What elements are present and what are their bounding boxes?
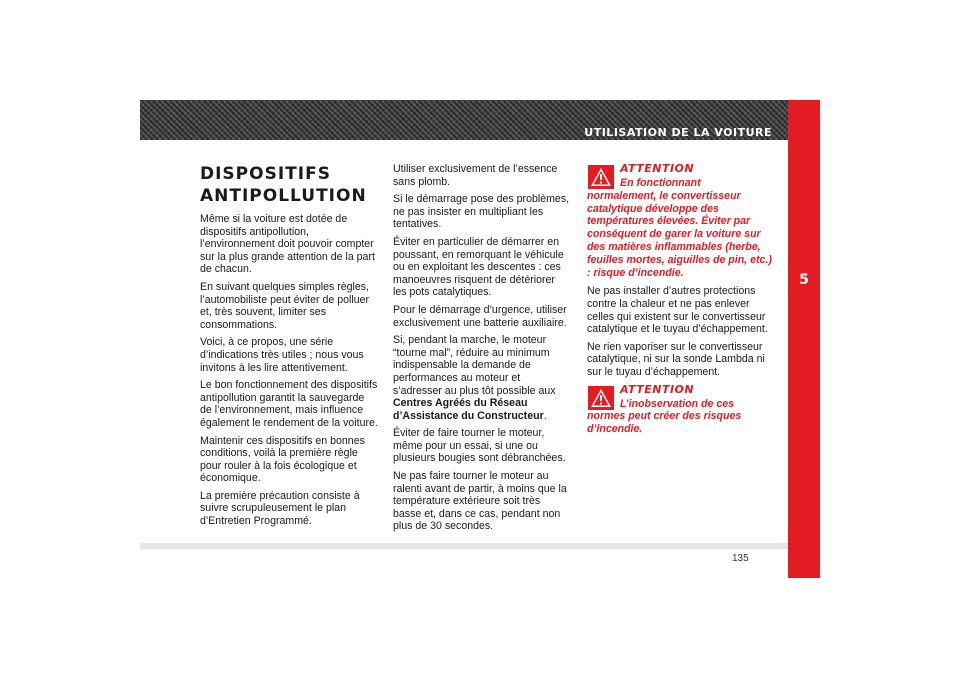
paragraph: Maintenir ces dispositifs en bonnes conditions, voilà la première règle pour rouler à la fois écologique et économique. bbox=[200, 434, 365, 485]
warning-header bbox=[587, 384, 772, 398]
service-text: Si, pendant la marche, le moteur “tourne mal”, réduire au minimum indispensable la demande de performances au moteur et s’adresser au plus tôt possible aux bbox=[393, 334, 556, 397]
paragraph: Pour le démarrage d’urgence, utiliser exclusivement une batterie auxiliaire. bbox=[393, 303, 567, 329]
chapter-tab bbox=[788, 100, 820, 578]
service-centers: Centres Agréés du Réseau d’Assistance du Constructeur bbox=[393, 397, 544, 422]
paragraph: Éviter en particulier de démarrer en poussant, en remorquant le véhicule ou en exploitant les descentes : ces manoeuvres risquent de détériorer les pots catalytiques. bbox=[393, 235, 564, 299]
warning-block bbox=[587, 163, 772, 279]
middle-column bbox=[393, 163, 571, 538]
page-number: 135 bbox=[732, 553, 749, 564]
warning-text: L’inobservation de ces normes peut créer des risques d’incendie. bbox=[587, 397, 742, 436]
warning-header bbox=[587, 163, 772, 177]
bottom-rule bbox=[140, 543, 788, 549]
header-band bbox=[140, 100, 788, 140]
paragraph: La première précaution consiste à suivre scrupuleusement le plan d’Entretien Programmé. bbox=[200, 489, 360, 528]
warning-label: ATTENTION bbox=[620, 162, 695, 175]
paragraph: Le bon fonctionnement des dispositifs antipollution garantit la sauvegarde de l’environnement, mais influence également le rendement de la voiture. bbox=[200, 379, 378, 429]
paragraph-service bbox=[393, 334, 571, 422]
paragraph: Même si la voiture est dotée de dispositifs antipollution, l’environnement doit pouvoir compter sur la plus grande attention de la part de chacun. bbox=[200, 213, 375, 276]
left-column bbox=[200, 163, 378, 533]
section-title: DISPOSITIFS ANTIPOLLUTION bbox=[200, 164, 367, 206]
paragraph: Ne pas faire tourner le moteur au ralenti avant de partir, à moins que la température extérieure soit très basse et, dans ce cas, pendant non plus de 30 secondes. bbox=[393, 470, 567, 533]
warning-label: ATTENTION bbox=[620, 382, 695, 396]
warning-block bbox=[587, 384, 772, 436]
service-suffix: . bbox=[543, 409, 547, 422]
paragraph: Voici, à ce propos, une série d’indications très utiles ; nous vous invitons à les lire attentivement. bbox=[200, 336, 364, 374]
paragraph: Ne pas installer d’autres protections contre la chaleur et ne pas enlever celles qui existent sur le convertisseur catalytique et le tuyau d’échappement. bbox=[587, 285, 768, 336]
paragraph: Éviter de faire tourner le moteur, même pour un essai, si une ou plusieurs bougies sont débranchées. bbox=[393, 427, 566, 465]
paragraph: Si le démarrage pose des problèmes, ne pas insister en multipliant les tentatives. bbox=[393, 193, 570, 231]
paragraph: Ne rien vaporiser sur le convertisseur catalytique, ni sur la sonde Lambda ni sur le tuyau d’échappement. bbox=[587, 340, 765, 378]
paragraph: Utiliser exclusivement de l’essence sans plomb. bbox=[393, 163, 558, 188]
paragraph: En suivant quelques simples règles, l’automobiliste peut éviter de polluer et, très souvent, limiter ses consommations. bbox=[200, 280, 370, 331]
warning-triangle-icon bbox=[588, 165, 614, 189]
warning-triangle-icon bbox=[588, 386, 614, 410]
right-column bbox=[587, 163, 772, 442]
chapter-number: 5 bbox=[799, 272, 809, 288]
warning-text: En fonctionnant normalement, le convertisseur catalytique développe des températures élevées. Éviter par conséquent de garer la voiture sur des matières inflammables (herbe, feuilles mortes, aiguilles de pin, etc.) : risque d’incendie. bbox=[587, 177, 772, 279]
header-title: UTILISATION DE LA VOITURE bbox=[584, 126, 772, 139]
